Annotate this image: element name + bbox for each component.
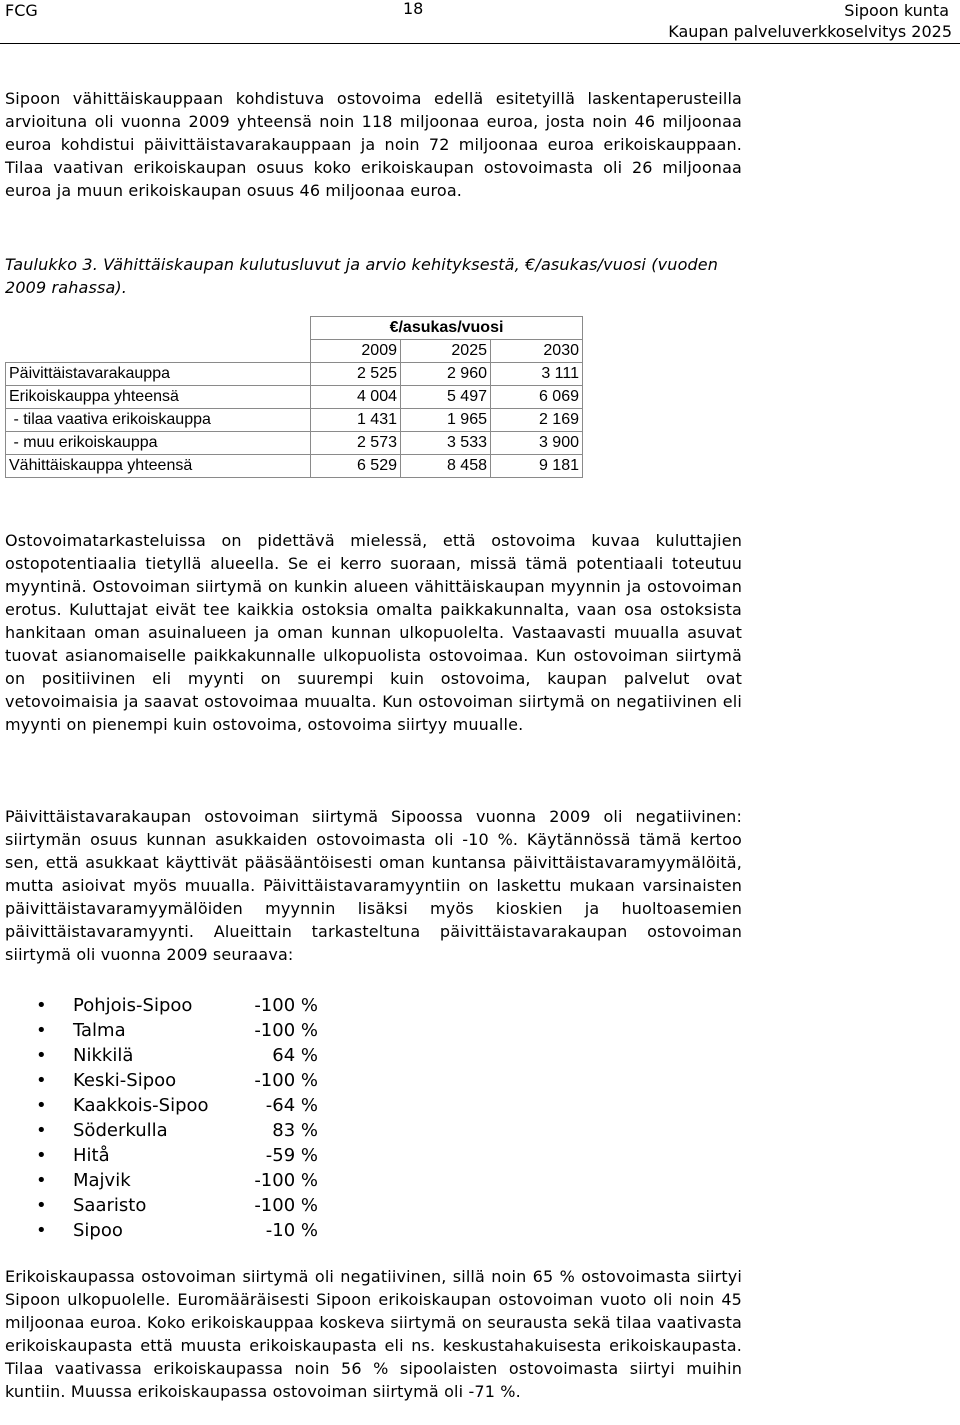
consumption-table — [5, 316, 583, 478]
area-name: Majvik — [73, 1170, 131, 1191]
table-cell: 6 069 — [491, 386, 583, 409]
area-name: Hitå — [73, 1145, 110, 1166]
bullet-icon: • — [36, 1120, 47, 1141]
page-number: 18 — [403, 0, 424, 18]
table-year-header: 2030 — [491, 340, 583, 363]
table-row-label: Päivittäistavarakauppa — [6, 363, 311, 386]
table-cell: 2 960 — [401, 363, 491, 386]
table-cell: 2 573 — [311, 432, 401, 455]
area-percentage: -59 % — [265, 1145, 318, 1166]
area-percentage: -100 % — [254, 1020, 318, 1041]
table-row — [6, 432, 583, 455]
table-caption: Taulukko 3. Vähittäiskaupan kulutusluvut ja arvio kehityksestä, €/asukas/vuosi (vuoden 2009 rahassa). — [5, 255, 719, 297]
bullet-icon: • — [36, 1070, 47, 1091]
table-year-header-row — [6, 340, 583, 363]
area-name: Nikkilä — [73, 1045, 134, 1066]
area-percentage: -100 % — [254, 1170, 318, 1191]
table-header-blank — [6, 317, 311, 340]
bullet-icon: • — [36, 1170, 47, 1191]
area-percentage: 64 % — [272, 1045, 318, 1066]
paragraph-grocery-shift: Päivittäistavarakaupan ostovoiman siirtymä Sipoossa vuonna 2009 oli negatiivinen: siirtymän osuus kunnan asukkaiden ostovoimasta oli -10 %. Käytännössä tämä kertoo sen, että asukkaat käyttivät pääsääntöisesti oman kuntansa päivittäistavaramyymälöitä, mutta asioivat myös muualla. Päivittäistavaramyyntiin on laskettu mukaan varsinaisten päivittäistavaramyymälöiden myynnin lisäksi myös kioskien ja huoltoasemien päivittäistavaramyynti. Alueittain tarkasteltuna päivittäistavarakaupan ostovoiman siirtymä oli vuonna 2009 seuraava: — [5, 807, 742, 964]
area-percentage: -100 % — [254, 995, 318, 1016]
table-cell: 6 529 — [311, 455, 401, 478]
table-row-label: - tilaa vaativa erikoiskauppa — [6, 409, 311, 432]
paragraph-specialty-shift: Erikoiskaupassa ostovoiman siirtymä oli negatiivinen, sillä noin 65 % ostovoimasta siirtyi Sipoon ulkopuolelle. Euromääräisesti Sipoon erikoiskaupan ostovoiman vuoto oli noin 45 miljoonaa euroa. Koko erikoiskauppaa koskeva siirtymä on seurausta sekä tilaa vaativasta erikoiskaupasta että muusta erikoiskaupasta eli ns. keskustahakuisesta erikoiskaupasta. Tilaa vaativassa erikoiskaupassa noin 56 % sipoolaisten ostovoimasta siirtyi muihin kuntiin. Muussa erikoiskaupassa ostovoiman siirtymä oli -71 %. — [5, 1267, 742, 1401]
table-year-header: 2009 — [311, 340, 401, 363]
table-row — [6, 386, 583, 409]
area-name: Pohjois-Sipoo — [73, 995, 193, 1016]
area-name: Keski-Sipoo — [73, 1070, 177, 1091]
area-percentage: 83 % — [272, 1120, 318, 1141]
area-percentage: -100 % — [254, 1195, 318, 1216]
table-row — [6, 455, 583, 478]
header-organization: Sipoon kunta — [844, 1, 949, 20]
table-row-label: - muu erikoiskauppa — [6, 432, 311, 455]
bullet-icon: • — [36, 1145, 47, 1166]
bullet-icon: • — [36, 1020, 47, 1041]
table-cell: 1 431 — [311, 409, 401, 432]
bullet-icon: • — [36, 1095, 47, 1116]
header-rule — [0, 43, 960, 44]
table-cell: 3 111 — [491, 363, 583, 386]
paragraph-purchasing-power-shift: Ostovoimatarkasteluissa on pidettävä mielessä, että ostovoima kuvaa kuluttajien ostopotentiaalia tietyllä alueella. Se ei kerro suoraan, missä tämä potentiaali toteutuu myyntinä. Ostovoiman siirtymä on kunkin alueen vähittäiskaupan myynnin ja ostovoiman erotus. Kuluttajat eivät tee kaikkia ostoksia omalta paikkakunnalta, vaan osa ostoksista hankitaan oman asuinalueen ja oman kunnan ulkopuolelta. Vastaavasti muualla asuvat tuovat asianomaiselle paikkakunnalle ulkopuolista ostovoimaa. Kun ostovoiman siirtymä on positiivinen eli myynti on suurempi kuin ostovoima, kaupan palvelut ovat vetovoimaisia ja saavat ostovoimaa muualta. Kun ostovoiman siirtymä on negatiivinen eli myynti on pienempi kuin ostovoima, ostovoima siirtyy muualle. — [5, 531, 742, 734]
header-left-label: FCG — [5, 1, 38, 20]
header-document-title: Kaupan palveluverkkoselvitys 2025 — [668, 22, 952, 41]
bullet-icon: • — [36, 1195, 47, 1216]
table-row — [6, 363, 583, 386]
table-year-header: 2025 — [401, 340, 491, 363]
table-header-blank — [6, 340, 311, 363]
table-cell: 8 458 — [401, 455, 491, 478]
area-name: Sipoo — [73, 1220, 123, 1241]
bullet-icon: • — [36, 995, 47, 1016]
table-cell: 9 181 — [491, 455, 583, 478]
bullet-icon: • — [36, 1045, 47, 1066]
table-cell: 1 965 — [401, 409, 491, 432]
table-cell: 4 004 — [311, 386, 401, 409]
table-unit-header: €/asukas/vuosi — [311, 317, 583, 340]
table-cell: 3 900 — [491, 432, 583, 455]
table-cell: 5 497 — [401, 386, 491, 409]
area-name: Talma — [73, 1020, 126, 1041]
table-row-label: Vähittäiskauppa yhteensä — [6, 455, 311, 478]
table-row-label: Erikoiskauppa yhteensä — [6, 386, 311, 409]
paragraph-purchasing-power: Sipoon vähittäiskauppaan kohdistuva ostovoima edellä esitetyillä laskentaperusteilla arvioituna oli vuonna 2009 yhteensä noin 118 miljoonaa euroa, josta noin 46 miljoonaa euroa kohdistui päivittäistavarakauppaan ja noin 72 miljoonaa euroa erikoiskauppaan. Tilaa vaativan erikoiskaupan osuus koko erikoiskaupan ostovoimasta oli 26 miljoonaa euroa ja muun erikoiskaupan osuus 46 miljoonaa euroa. — [5, 89, 742, 200]
area-name: Söderkulla — [73, 1120, 168, 1141]
table-row — [6, 409, 583, 432]
area-percentage: -64 % — [265, 1095, 318, 1116]
area-percentage: -10 % — [265, 1220, 318, 1241]
area-name: Kaakkois-Sipoo — [73, 1095, 209, 1116]
table-cell: 2 525 — [311, 363, 401, 386]
table-unit-header-row — [6, 317, 583, 340]
table-cell: 2 169 — [491, 409, 583, 432]
bullet-icon: • — [36, 1220, 47, 1241]
area-name: Saaristo — [73, 1195, 147, 1216]
area-percentage: -100 % — [254, 1070, 318, 1091]
table-cell: 3 533 — [401, 432, 491, 455]
